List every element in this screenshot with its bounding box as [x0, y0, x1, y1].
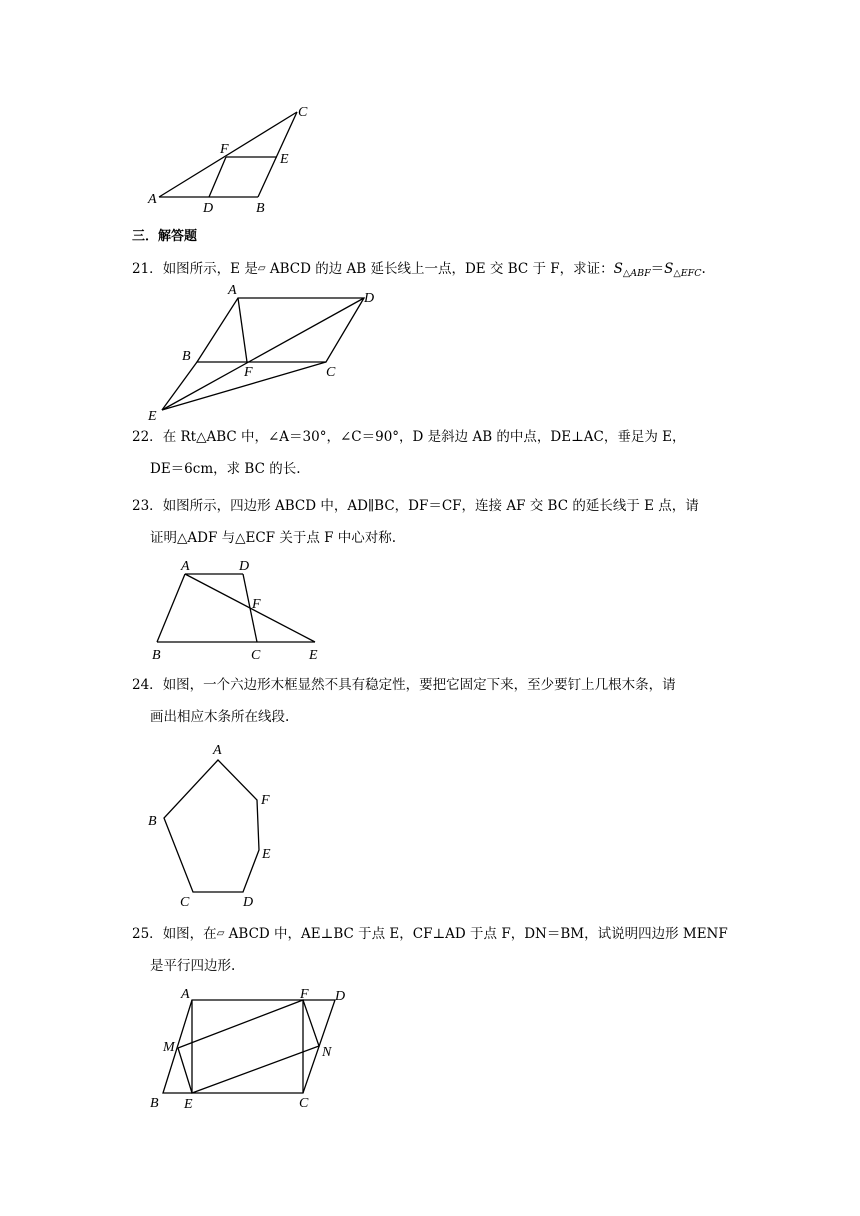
segment-ed: [162, 298, 364, 410]
question-24-text-1: 如图，一个六边形木框显然不具有稳定性，要把它固定下来，至少要钉上几根木条，请: [162, 677, 676, 693]
question-22-text-1: 在 Rt△ABC 中，∠A＝30°，∠C＝90°，D 是斜边 AB 的中点，DE⊥AC，垂足为 E，: [162, 429, 686, 445]
question-21-number: 21．: [132, 261, 163, 277]
area-subscript-1: △ABF: [622, 268, 651, 279]
label-f: F: [220, 142, 229, 157]
equals-sign: ＝: [650, 261, 665, 277]
figure-q25: [145, 988, 360, 1113]
label-e: E: [262, 847, 271, 862]
label-c: C: [299, 1096, 309, 1111]
question-24-number: 24．: [132, 677, 163, 693]
label-a: A: [148, 192, 157, 207]
question-25-line-1: [132, 918, 742, 950]
figure-q20: [140, 100, 320, 215]
figure-q21-svg: [140, 280, 380, 425]
question-23-line-2: 证明△ADF 与△ECF 关于点 F 中心对称.: [150, 530, 397, 546]
label-e: E: [280, 152, 289, 167]
label-a: A: [181, 987, 190, 1002]
segment-ae: [185, 574, 315, 642]
question-23-line-1: [132, 490, 742, 522]
question-23: [132, 490, 742, 554]
label-f: F: [261, 793, 270, 808]
parallelogram-abcd: [197, 298, 364, 362]
figure-q24: [140, 740, 300, 910]
question-24-line-1: [132, 669, 742, 701]
segment-af: [238, 298, 247, 362]
question-22-line-1: [132, 421, 742, 453]
question-21-text-2: ABCD 的边 AB 延长线上一点，DE 交 BC 于 F，求证：: [265, 261, 614, 277]
parallelogram-symbol: ▱: [257, 263, 266, 274]
figure-q23: [145, 556, 345, 666]
figure-q23-svg: [145, 556, 345, 666]
area-symbol-1: S: [613, 261, 623, 277]
label-d: D: [203, 201, 214, 216]
label-m: M: [163, 1040, 175, 1055]
question-24: [132, 669, 742, 733]
question-23-text-1: 如图所示，四边形 ABCD 中，AD∥BC，DF＝CF，连接 AF 交 BC 的延长线于 E 点，请: [162, 498, 699, 514]
question-25-number: 25．: [132, 926, 163, 942]
label-d: D: [239, 559, 250, 574]
question-23-number: 23．: [132, 498, 163, 514]
question-25-text-2: ABCD 中，AE⊥BC 于点 E，CF⊥AD 于点 F，DN＝BM，试说明四边形 MENF: [224, 926, 728, 942]
label-b: B: [150, 1096, 159, 1111]
segment-be: [162, 362, 197, 410]
figure-q24-svg: [140, 740, 300, 910]
label-c: C: [180, 895, 190, 910]
segment-df: [209, 157, 226, 197]
figure-q20-svg: [140, 100, 320, 215]
question-21-text-1: 如图所示，E 是: [162, 261, 258, 277]
segment-ab: [157, 574, 185, 642]
question-25-text-1: 如图，在: [162, 926, 217, 942]
parallelogram-symbol: ▱: [216, 928, 225, 939]
hexagon-abcdef: [164, 760, 259, 892]
question-25-line-2: 是平行四边形.: [150, 958, 236, 974]
label-b: B: [152, 648, 161, 663]
label-a: A: [228, 283, 237, 298]
label-n: N: [322, 1045, 332, 1060]
label-d: D: [364, 291, 375, 306]
label-c: C: [298, 105, 308, 120]
figure-q25-svg: [145, 988, 360, 1113]
quadrilateral-menf: [178, 1000, 319, 1093]
parallelogram-abcd: [163, 1000, 335, 1093]
question-24-line-2: 画出相应木条所在线段.: [150, 709, 290, 725]
label-b: B: [256, 201, 265, 216]
area-subscript-2: △EFC: [673, 268, 702, 279]
section-title: 三．解答题: [132, 229, 198, 244]
label-c: C: [326, 365, 336, 380]
label-c: C: [251, 648, 261, 663]
question-21-end: .: [701, 261, 706, 277]
question-22-number: 22．: [132, 429, 163, 445]
label-f: F: [244, 365, 253, 380]
question-22: [132, 421, 742, 485]
label-a: A: [181, 559, 190, 574]
question-25: [132, 918, 742, 982]
label-f: F: [252, 597, 261, 612]
label-b: B: [148, 814, 157, 829]
question-22-line-2: DE＝6cm，求 BC 的长.: [150, 461, 301, 477]
label-d: D: [335, 989, 346, 1004]
label-e: E: [148, 409, 157, 424]
label-e: E: [309, 648, 318, 663]
area-symbol-2: S: [664, 261, 674, 277]
label-b: B: [182, 349, 191, 364]
label-a: A: [213, 743, 222, 758]
figure-q21: [140, 280, 380, 425]
label-d: D: [243, 895, 254, 910]
label-e: E: [184, 1097, 193, 1112]
label-f: F: [300, 987, 309, 1002]
